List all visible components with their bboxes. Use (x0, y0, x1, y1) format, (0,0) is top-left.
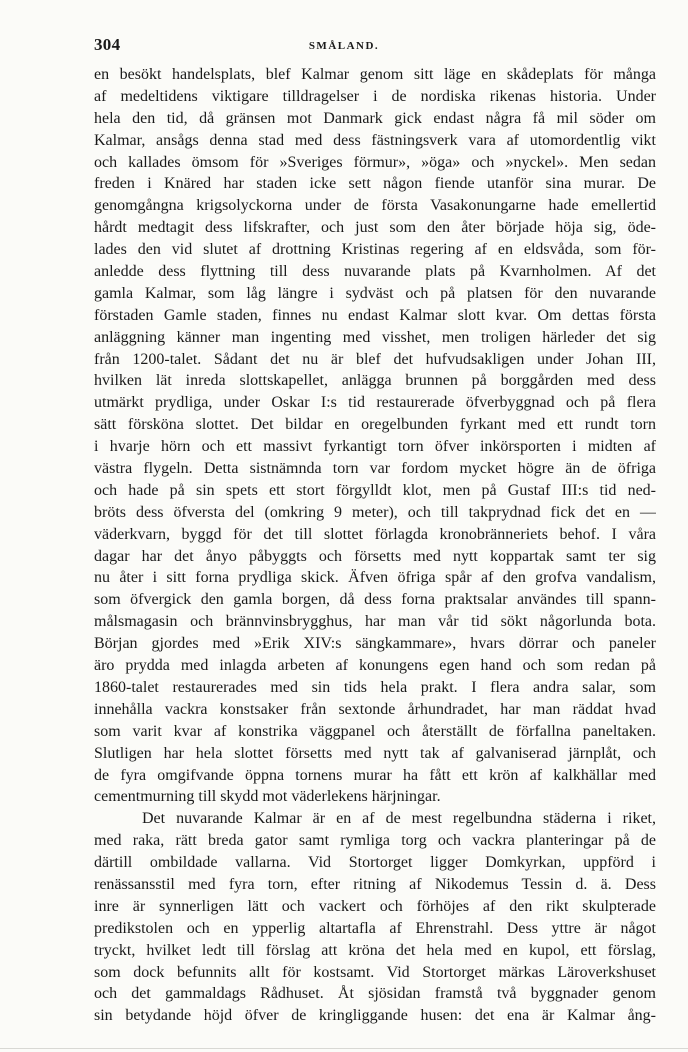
text-line: renässansstil med fyra torn, efter ritning af Nikodemus Tessin d. ä. Dess (94, 875, 656, 893)
text-line: som dock befunnits allt för kostsamt. Vid Stortorget märkas Läroverkshuset (94, 963, 656, 981)
text-line: innehålla vackra konstsaker från sextonde århundradet, har man räddat hvad (94, 700, 656, 718)
text-line: gamla Kalmar, som låg längre i sydväst och på platsen för den nuvarande (94, 284, 656, 302)
page-number: 304 (94, 35, 121, 54)
text-line: sätt försköna slottet. Det bildar en oregelbunden fyrkant med ett rundt torn (94, 416, 656, 434)
body-text (94, 64, 656, 1027)
text-line: västra flygeln. Detta sistnämnda torn var fordom mycket högre än de öfriga (94, 460, 656, 478)
text-line: från 1200-talet. Sådant det nu är blef det hufvudsakligen under Johan III, (94, 350, 656, 368)
text-line: anledde dess flyttning till dess nuvarande plats på Kvarnholmen. Af det (94, 263, 656, 281)
text-line: utmärkt prydliga, under Oskar I:s tid restaurerade öfverbyggnad och på flera (94, 394, 656, 412)
text-line: dagar har det ånyo påbyggts och försetts med nytt koppartak samt ter sig (94, 547, 656, 565)
text-line: i hvarje hörn och ett massivt fyrkantigt torn öfver inkörsporten i midten af (94, 438, 656, 456)
text-line: väderkvarn, byggd för det till slottet förlagda kronobränneriets behof. I våra (94, 525, 656, 543)
text-line: målsmagasin och brännvinsbrygghus, har man vår tid sökt någorlunda bota. (94, 613, 656, 631)
text-line: predikstolen och en ypperlig altartafla af Ehrenstrahl. Dess yttre är något (94, 919, 656, 937)
text-line: freden i Knäred har staden icke sett någon fiende utanför sina murar. De (94, 175, 656, 193)
text-line: hårdt medtagit dess lifskrafter, och just som den åter började höja sig, öde- (94, 219, 656, 237)
text-line: sin betydande höjd öfver de kringliggande husen: det ena är Kalmar ång- (94, 1007, 656, 1025)
text-line: Det nuvarande Kalmar är en af de mest regelbundna städerna i riket, (142, 810, 656, 828)
text-line: inre är synnerligen lätt och vackert och förhöjes af den rikt skulpterade (94, 897, 656, 915)
text-line: som varit kvar af konstrika väggpanel och återställt de förfallna paneltaken. (94, 722, 656, 740)
text-line: därtill ombildade vallarna. Vid Stortorget ligger Domkyrkan, uppförd i (94, 854, 656, 872)
text-line: cementmurning till skydd mot väderlekens härjningar. (94, 788, 441, 806)
text-line: af medeltidens viktigare tilldragelser i de nordiska rikenas historia. Under (94, 87, 656, 105)
text-line: förstaden Gamle staden, finnes nu endast Kalmar slott kvar. Om dettas första (94, 306, 656, 324)
running-title: SMÅLAND. (308, 40, 380, 52)
text-line: 1860-talet restaurerades med sin tids hela prakt. I flera andra salar, som (94, 678, 656, 696)
text-line: med raka, rätt breda gator samt rymliga torg och vackra planteringar på de (94, 832, 656, 850)
text-line: hela den tid, då gränsen mot Danmark gick endast några få mil söder om (94, 109, 656, 127)
text-line: Slutligen har hela slottet försetts med nytt tak af galvaniserad järnplåt, och (94, 744, 656, 762)
text-line: äro prydda med inlagda arbeten af konungens egen hand och som redan på (94, 657, 656, 675)
text-line: hvilken lät inreda slottskapellet, anlägga brunnen på borggården med dess (94, 372, 656, 390)
text-line: de fyra omgifvande öppna tornens murar ha fått ett krön af kalkhällar med (94, 766, 656, 784)
text-line: som öfvergick den gamla borgen, då dess forna praktsalar användes till spann- (94, 591, 656, 609)
text-line: Början gjordes med »Erik XIV:s sängkammare», hvars dörrar och paneler (94, 635, 656, 653)
text-line: lades den vid slutet af drottning Kristinas regering af en eldsvåda, som för- (94, 241, 656, 259)
page-bottom-edge (0, 1048, 688, 1049)
text-line: anläggning känner man ingenting med visshet, men troligen härleder det sig (94, 328, 656, 346)
text-line: och kallades ömsom för »Sveriges förmur», »öga» och »nyckel». Men sedan (94, 153, 656, 171)
text-line: nu åter i sitt forna prydliga skick. Äfven öfriga spår af den grofva vandalism, (94, 569, 656, 587)
text-line: och det gammaldags Rådhuset. Åt sjösidan framstå två byggnader genom (94, 985, 656, 1003)
text-line: Kalmar, ansågs denna stad med dess fästningsverk vara af utomordentlig vikt (94, 131, 656, 149)
text-line: bröts dess öfversta del (omkring 9 meter), och till takprydnad fick det en — (94, 503, 656, 521)
text-line: tryckt, hvilket ledt till förslag att kröna det hela med en kupol, ett förslag, (94, 941, 656, 959)
text-line: en besökt handelsplats, blef Kalmar genom sitt läge en skådeplats för många (94, 66, 656, 83)
text-line: genomgångna krigsolyckorna under de första Vasakonungarne hade emellertid (94, 197, 656, 215)
text-line: och hade på sin spets ett stort förgylldt klot, men på Gustaf III:s tid ned- (94, 481, 656, 499)
